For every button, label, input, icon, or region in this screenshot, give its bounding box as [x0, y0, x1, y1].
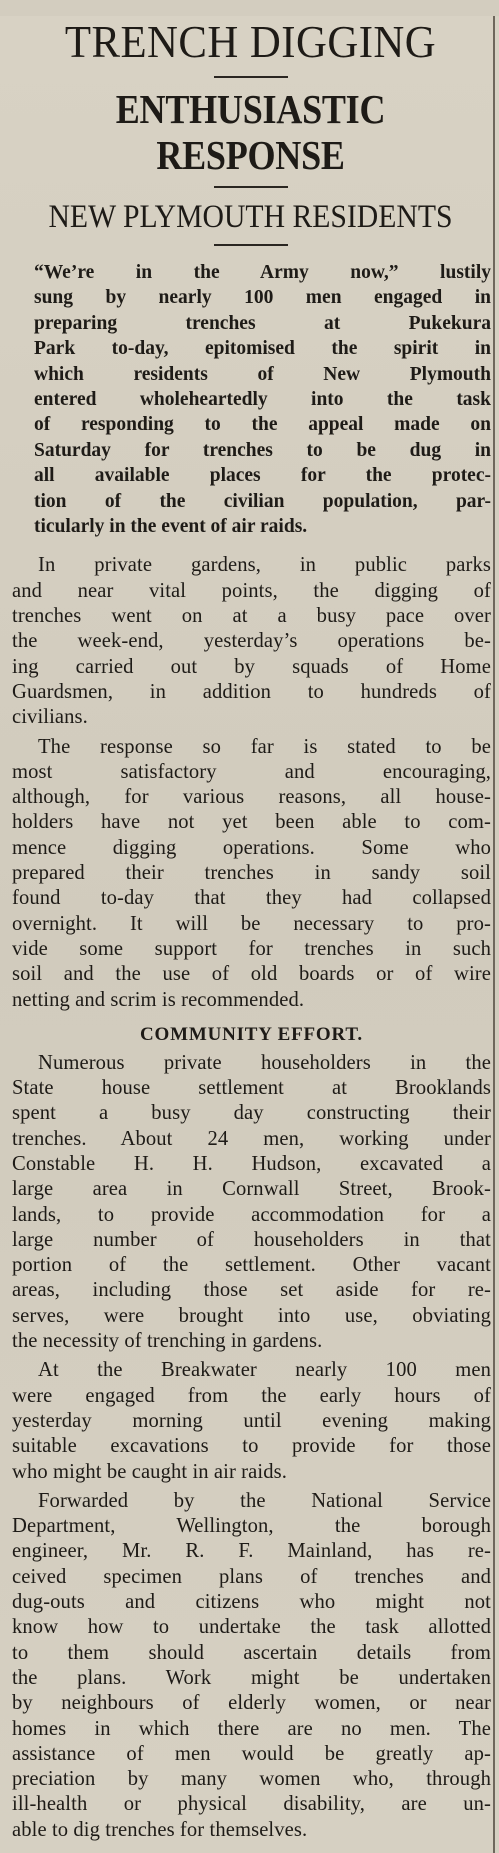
- subheadline-secondary: NEW PLYMOUTH RESIDENTS: [48, 199, 453, 235]
- body-line: homes in which there are no men. The: [12, 1717, 491, 1740]
- body-line: who might be caught in air raids.: [12, 1460, 287, 1483]
- body-line: Guardsmen, in addition to hundreds of: [12, 680, 491, 703]
- body-line: the plans. Work might be undertaken: [12, 1666, 491, 1689]
- headline: TRENCH DIGGING: [64, 16, 437, 67]
- body-line: know how to undertake the task allotted: [12, 1616, 491, 1639]
- paragraph-5: [12, 1489, 491, 1843]
- lead-line: tion of the civilian population, par-: [34, 490, 491, 512]
- body-line: ing carried out by squads of Home: [12, 655, 491, 678]
- body-line: preciation by many women who, through: [12, 1768, 491, 1791]
- lead-line: all available places for the protec-: [34, 465, 491, 487]
- paragraph-3: [12, 1051, 491, 1355]
- column-rule: [493, 16, 495, 1853]
- lead-line: “We’re in the Army now,” lustily: [34, 262, 491, 283]
- body-line: spent a busy day constructing their: [12, 1102, 491, 1125]
- body-line: by neighbours of elderly women, or near: [12, 1692, 491, 1715]
- body-line: ill-health or physical disability, are un-: [12, 1793, 491, 1816]
- body-line: engineer, Mr. R. F. Mainland, has re-: [12, 1540, 491, 1563]
- body-line: assistance of men would be greatly ap-: [12, 1742, 491, 1765]
- body-line: the week-end, yesterday’s operations be-: [12, 630, 491, 653]
- body-line: Department, Wellington, the borough: [12, 1515, 491, 1538]
- lead-line: sung by nearly 100 men engaged in: [34, 287, 491, 309]
- subheadline-divider: [214, 186, 288, 188]
- body-line: The response so far is stated to be: [38, 735, 491, 758]
- lead-line: ticularly in the event of air raids.: [34, 516, 308, 538]
- paragraph-1: [12, 553, 491, 730]
- article-body: [12, 553, 491, 1843]
- lead-line: Saturday for trenches to be dug in: [34, 439, 491, 461]
- subheadline: ENTHUSIASTIC RESPONSE: [115, 86, 386, 178]
- lead-line: entered wholeheartedly into the task: [34, 389, 491, 411]
- body-line: found to-day that they had collapsed: [12, 887, 491, 910]
- lead-line: Park to-day, epitomised the spirit in: [34, 338, 491, 360]
- paragraph-4: [12, 1358, 491, 1484]
- body-line: trenches. About 24 men, working under: [12, 1127, 491, 1150]
- body-line: to them should ascertain details from: [12, 1641, 491, 1664]
- body-line: Constable H. H. Hudson, excavated a: [12, 1153, 491, 1175]
- body-line: overnight. It will be necessary to pro-: [12, 912, 491, 935]
- body-line: able to dig trenches for themselves.: [12, 1818, 308, 1841]
- body-line: portion of the settlement. Other vacant: [12, 1254, 491, 1277]
- headline-divider: [214, 76, 288, 78]
- lead-paragraph: [34, 260, 491, 539]
- paragraph-2: [12, 735, 491, 1013]
- newspaper-clipping: [0, 16, 499, 1853]
- body-line: large area in Cornwall Street, Brook-: [12, 1178, 491, 1201]
- body-line: State house settlement at Brooklands: [12, 1077, 491, 1100]
- body-line: dug-outs and citizens who might not: [12, 1591, 491, 1614]
- body-line: Numerous private householders in the: [38, 1051, 491, 1074]
- body-line: most satisfactory and encouraging,: [12, 760, 491, 783]
- body-line: vide some support for trenches in such: [12, 937, 491, 960]
- body-line: At the Breakwater nearly 100 men: [38, 1359, 491, 1382]
- body-line: lands, to provide accommodation for a: [12, 1203, 491, 1226]
- body-line: large number of householders in that: [12, 1228, 491, 1251]
- section-heading: COMMUNITY EFFORT.: [140, 1023, 363, 1045]
- body-line: soil and the use of old boards or of wire: [12, 963, 491, 986]
- body-line: ceived specimen plans of trenches and: [12, 1565, 491, 1588]
- body-line: serves, were brought into use, obviating: [12, 1304, 491, 1327]
- lead-line: preparing trenches at Pukekura: [34, 312, 491, 334]
- body-line: holders have not yet been able to com-: [12, 811, 491, 834]
- lead-divider: [214, 244, 288, 246]
- lead-line: which residents of New Plymouth: [34, 363, 491, 385]
- body-line: mence digging operations. Some who: [12, 836, 491, 859]
- body-line: netting and scrim is recommended.: [12, 988, 305, 1011]
- body-line: prepared their trenches in sandy soil: [12, 862, 491, 885]
- body-line: civilians.: [12, 706, 88, 729]
- body-line: areas, including those set aside for re-: [12, 1279, 491, 1302]
- body-line: although, for various reasons, all house-: [12, 786, 491, 809]
- body-line: and near vital points, the digging of: [12, 579, 491, 602]
- body-line: suitable excavations to provide for those: [12, 1435, 491, 1458]
- body-line: trenches went on at a busy pace over: [12, 605, 491, 628]
- lead-line: of responding to the appeal made on: [34, 414, 491, 436]
- body-line: In private gardens, in public parks: [38, 554, 491, 577]
- body-line: Forwarded by the National Service: [38, 1489, 491, 1512]
- body-line: yesterday morning until evening making: [12, 1409, 491, 1432]
- body-line: were engaged from the early hours of: [12, 1384, 491, 1407]
- body-line: the necessity of trenching in gardens.: [12, 1330, 323, 1353]
